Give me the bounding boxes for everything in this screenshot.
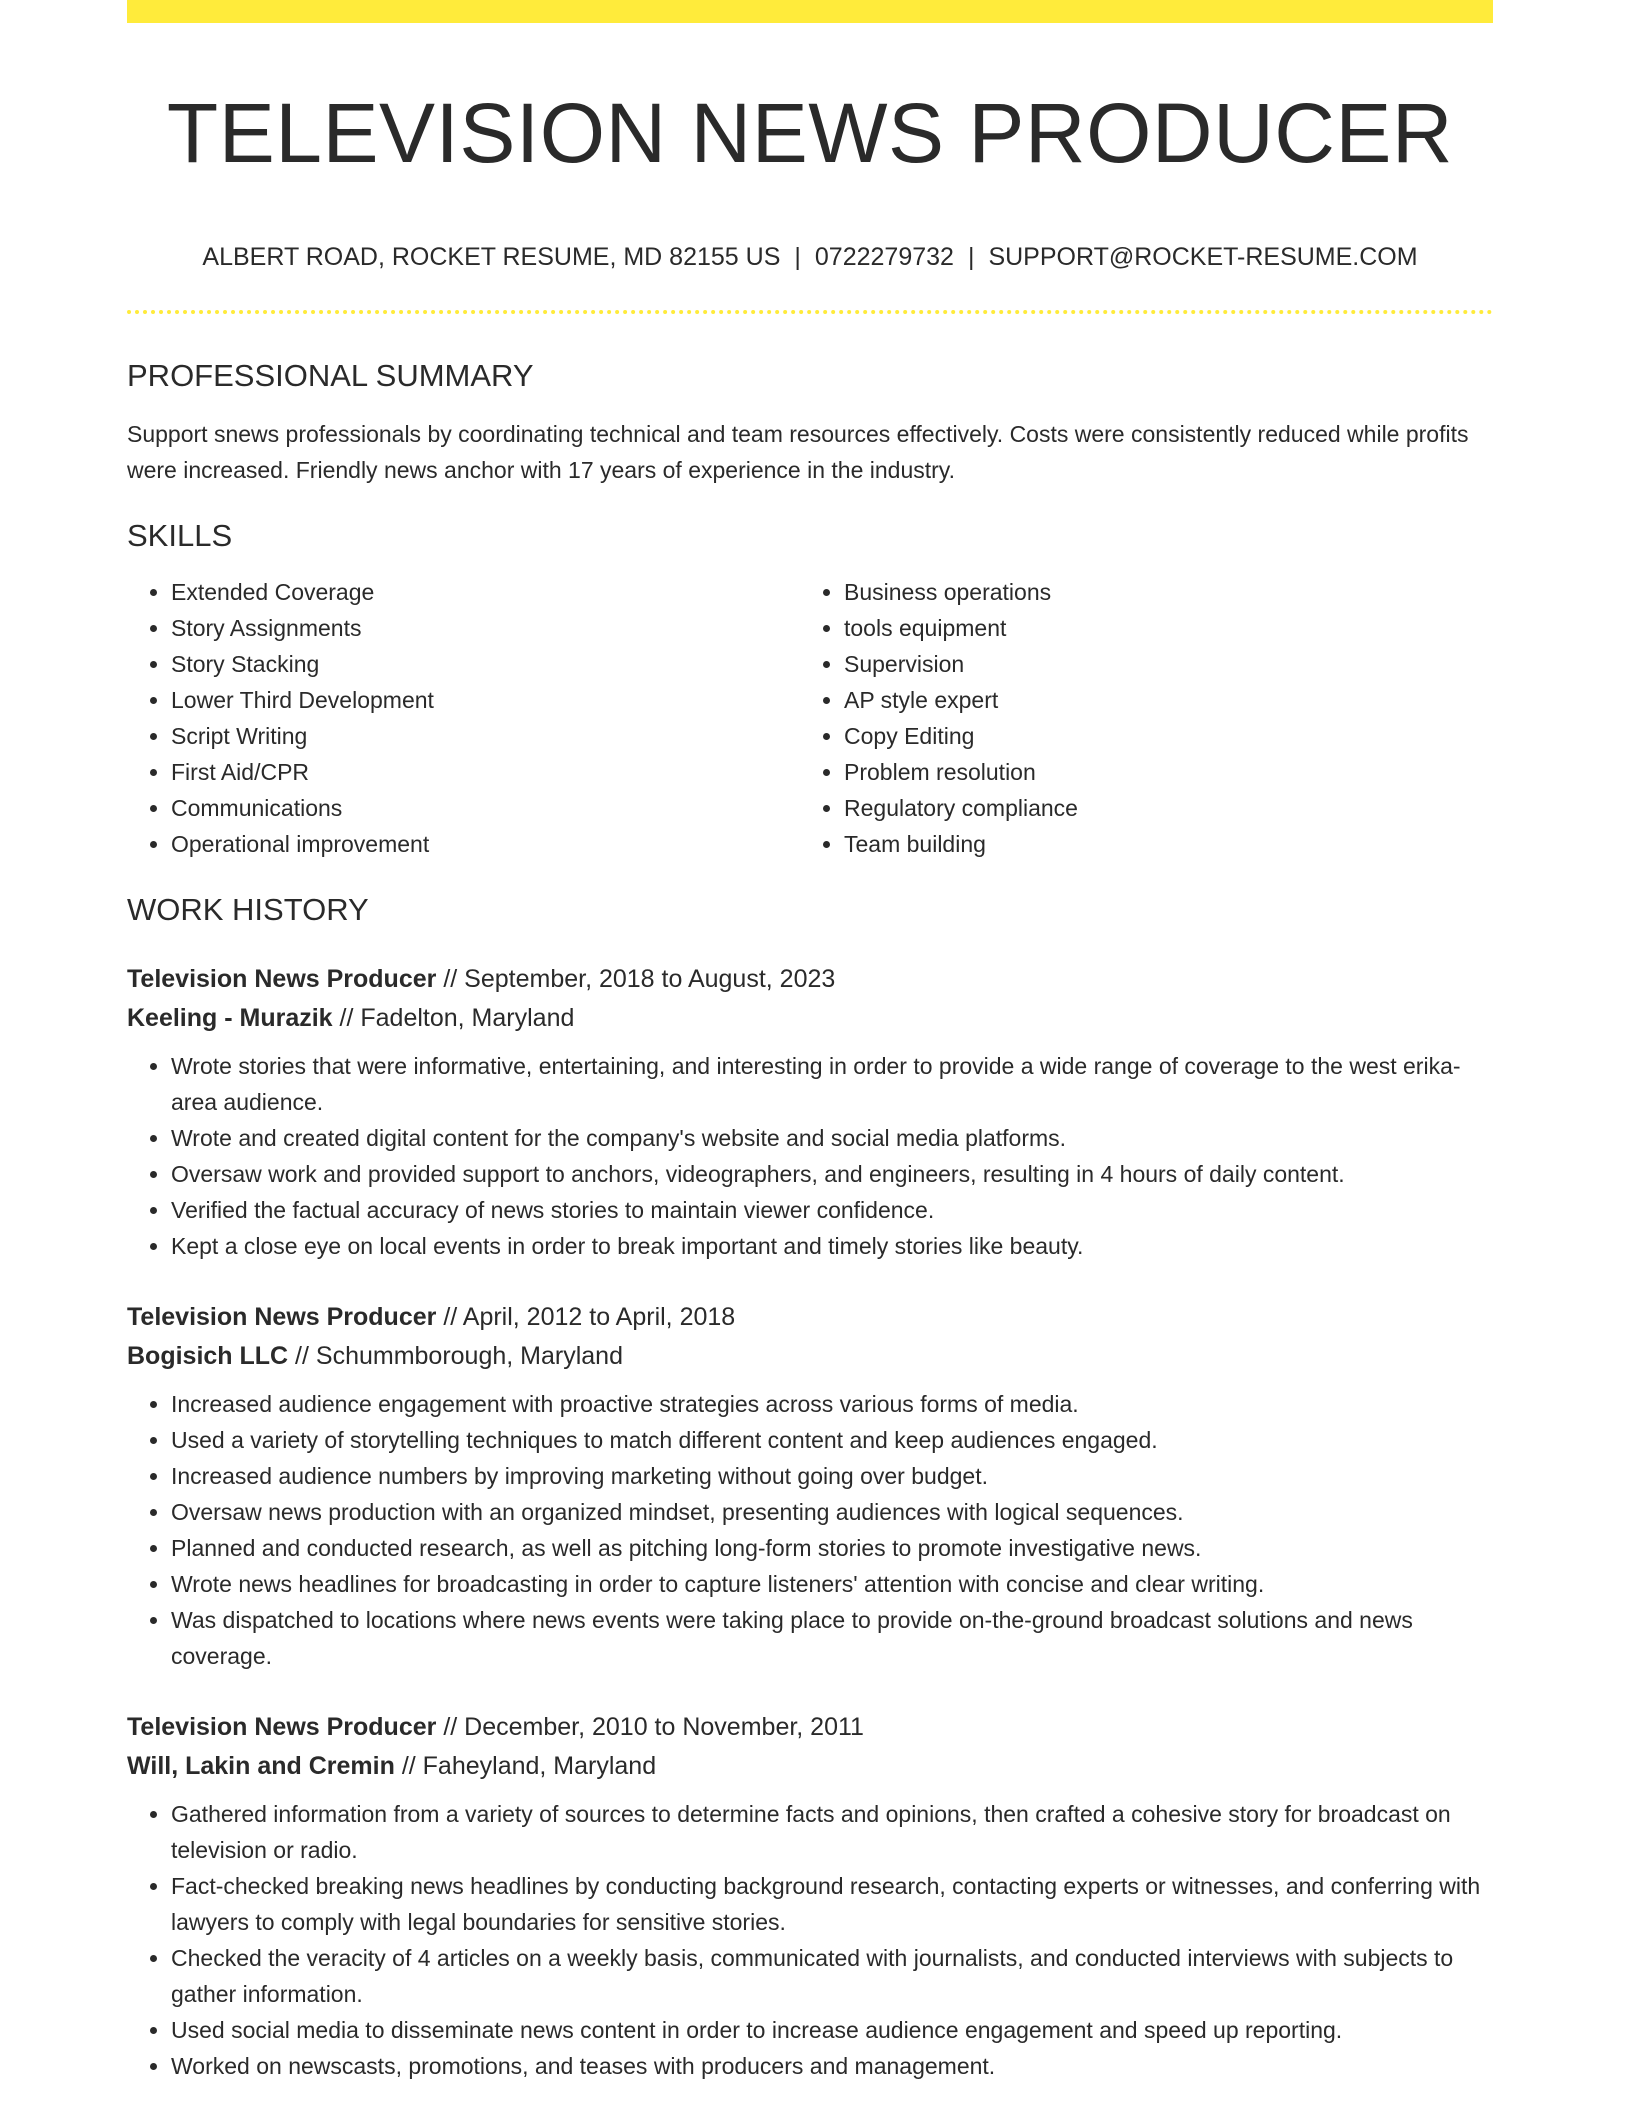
job-bullet: • Increased audience engagement with proactive strategies across various forms of media. bbox=[171, 1386, 1493, 1422]
skill-item: • Operational improvement bbox=[171, 826, 800, 862]
skills-heading: SKILLS bbox=[127, 518, 233, 553]
job-bullet: • Wrote stories that were informative, entertaining, and interesting in order to provide a wide range of coverage to the west erika-area audience. bbox=[171, 1048, 1493, 1120]
job-bullet: • Worked on newscasts, promotions, and teases with producers and management. bbox=[171, 2048, 1493, 2084]
contact-address: ALBERT ROAD, ROCKET RESUME, MD 82155 US bbox=[202, 243, 781, 271]
job-dates: // September, 2018 to August, 2023 bbox=[436, 965, 836, 993]
work-history-heading: WORK HISTORY bbox=[127, 892, 369, 927]
job-bullet: • Checked the veracity of 4 articles on a weekly basis, communicated with journalists, and conducted interviews with subjects to gather information. bbox=[171, 1940, 1493, 2012]
job-company-line bbox=[127, 1747, 1493, 1786]
job-bullet: • Used a variety of storytelling techniques to match different content and keep audiences engaged. bbox=[171, 1422, 1493, 1458]
summary-heading: PROFESSIONAL SUMMARY bbox=[127, 358, 534, 393]
job-company-line bbox=[127, 999, 1493, 1038]
job-entry bbox=[127, 1298, 1493, 1674]
job-company: Will, Lakin and Cremin bbox=[127, 1752, 395, 1780]
job-role: Television News Producer bbox=[127, 965, 437, 993]
skill-item: • Copy Editing bbox=[844, 718, 1473, 754]
job-bullet: • Used social media to disseminate news content in order to increase audience engagement and speed up reporting. bbox=[171, 2012, 1493, 2048]
job-company-line bbox=[127, 1337, 1493, 1376]
skill-item: • First Aid/CPR bbox=[171, 754, 800, 790]
job-entry bbox=[127, 1708, 1493, 2084]
job-dates: // December, 2010 to November, 2011 bbox=[436, 1713, 864, 1741]
summary-text: Support snews professionals by coordinating technical and team resources effectively. Costs were consistently reduced while profits were increased. Friendly news anchor with 17 years of experience in the industry. bbox=[127, 421, 1469, 483]
job-bullet: • Planned and conducted research, as well as pitching long-form stories to promote investigative news. bbox=[171, 1530, 1493, 1566]
job-bullet: • Gathered information from a variety of sources to determine facts and opinions, then crafted a cohesive story for broadcast on television or radio. bbox=[171, 1796, 1493, 1868]
contact-email: SUPPORT@ROCKET-RESUME.COM bbox=[988, 243, 1418, 271]
job-bullet: • Wrote news headlines for broadcasting in order to capture listeners' attention with concise and clear writing. bbox=[171, 1566, 1493, 1602]
job-role-line bbox=[127, 1298, 1493, 1337]
job-role-line bbox=[127, 960, 1493, 999]
skills-column-left bbox=[127, 574, 800, 862]
header-divider bbox=[127, 310, 1493, 314]
job-bullets bbox=[127, 1796, 1493, 2084]
skill-item: • Story Assignments bbox=[171, 610, 800, 646]
skill-item: • Business operations bbox=[844, 574, 1473, 610]
skill-item: • Team building bbox=[844, 826, 1473, 862]
job-bullet: • Fact-checked breaking news headlines by conducting background research, contacting experts or witnesses, and conferring with lawyers to comply with legal boundaries for sensitive stories. bbox=[171, 1868, 1493, 1940]
skill-item: • Lower Third Development bbox=[171, 682, 800, 718]
skill-item: • tools equipment bbox=[844, 610, 1473, 646]
skill-item: • Communications bbox=[171, 790, 800, 826]
job-company: Bogisich LLC bbox=[127, 1342, 289, 1370]
job-location: // Schummborough, Maryland bbox=[288, 1342, 623, 1370]
contact-line bbox=[127, 241, 1493, 273]
skill-item: • Story Stacking bbox=[171, 646, 800, 682]
job-role: Television News Producer bbox=[127, 1303, 437, 1331]
job-bullet: • Verified the factual accuracy of news stories to maintain viewer confidence. bbox=[171, 1192, 1493, 1228]
job-bullet: • Kept a close eye on local events in order to break important and timely stories like beauty. bbox=[171, 1228, 1493, 1264]
job-role-line bbox=[127, 1708, 1493, 1747]
job-bullets bbox=[127, 1048, 1493, 1264]
job-company: Keeling - Murazik bbox=[127, 1004, 333, 1032]
job-bullet: • Oversaw news production with an organized mindset, presenting audiences with logical sequences. bbox=[171, 1494, 1493, 1530]
job-role: Television News Producer bbox=[127, 1713, 437, 1741]
job-bullet: • Increased audience numbers by improving marketing without going over budget. bbox=[171, 1458, 1493, 1494]
job-bullet: • Was dispatched to locations where news events were taking place to provide on-the-ground broadcast solutions and news coverage. bbox=[171, 1602, 1493, 1674]
skill-item: • Extended Coverage bbox=[171, 574, 800, 610]
job-entry bbox=[127, 960, 1493, 1264]
job-bullets bbox=[127, 1386, 1493, 1674]
contact-phone: 0722279732 bbox=[814, 243, 954, 271]
skills-column-right bbox=[800, 574, 1473, 862]
resume-name: TELEVISION NEWS PRODUCER bbox=[166, 86, 1454, 180]
skill-item: • Regulatory compliance bbox=[844, 790, 1473, 826]
job-location: // Faheyland, Maryland bbox=[394, 1752, 657, 1780]
job-bullet: • Wrote and created digital content for the company's website and social media platforms. bbox=[171, 1120, 1493, 1156]
top-accent-bar bbox=[127, 0, 1493, 23]
resume-page bbox=[127, 0, 1493, 2084]
job-dates: // April, 2012 to April, 2018 bbox=[436, 1303, 736, 1331]
skill-item: • Script Writing bbox=[171, 718, 800, 754]
job-location: // Fadelton, Maryland bbox=[332, 1004, 575, 1032]
skill-item: • Supervision bbox=[844, 646, 1473, 682]
contact-separator: | bbox=[967, 243, 975, 271]
skill-item: • Problem resolution bbox=[844, 754, 1473, 790]
contact-separator: | bbox=[794, 243, 801, 271]
skills-list bbox=[127, 574, 1493, 862]
skill-item: • AP style expert bbox=[844, 682, 1473, 718]
job-bullet: • Oversaw work and provided support to anchors, videographers, and engineers, resulting in 4 hours of daily content. bbox=[171, 1156, 1493, 1192]
work-history-list bbox=[127, 960, 1493, 2084]
